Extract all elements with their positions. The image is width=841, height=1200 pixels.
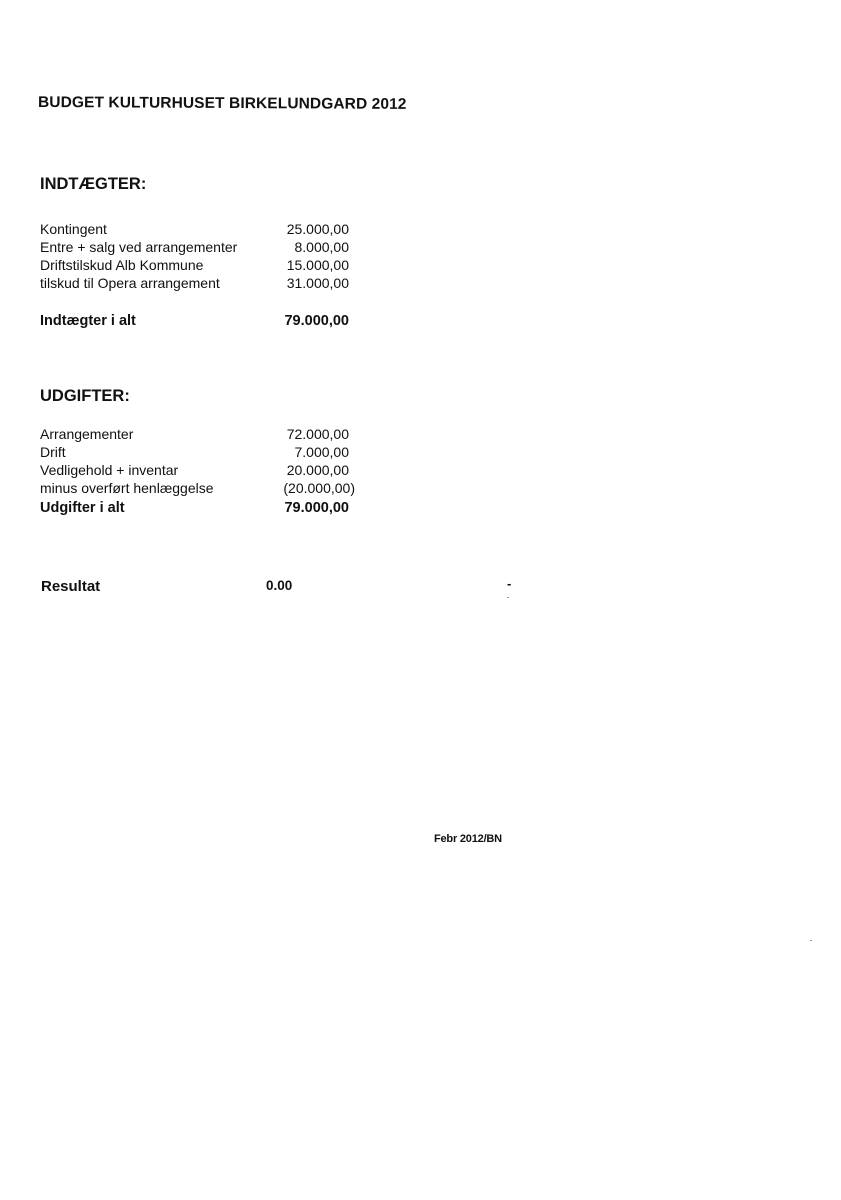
income-row [40,239,360,257]
expense-row-amount: 72.000,00 [286,426,349,442]
expense-row [40,426,360,444]
expenses-total-label: Udgifter i alt [40,500,125,516]
income-total-amount: 79.000,00 [284,313,349,329]
footer-note: Febr 2012/BN [434,833,502,845]
expense-row [40,480,360,498]
income-row-label: Entre + salg ved arrangementer [40,239,238,255]
income-row-amount: 15.000,00 [286,257,349,273]
income-row-label: Driftstilskud Alb Kommune [40,257,204,273]
expense-row-label: Arrangementer [40,426,134,442]
expense-row [40,444,360,462]
expense-row-label: Vedligehold + inventar [40,462,179,478]
expense-row-amount: (20.000,00) [283,480,355,496]
income-row [40,275,360,293]
income-row-label: tilskud til Opera arrangement [40,275,220,291]
scan-speck [507,597,509,598]
income-row [40,221,360,239]
expenses-total-amount: 79.000,00 [284,500,349,516]
expense-row-label: minus overført henlæggelse [40,480,214,496]
result-dash-mark: - [507,576,512,591]
income-row-amount: 25.000,00 [286,221,349,237]
income-row-label: Kontingent [40,221,107,237]
income-row-amount: 31.000,00 [286,275,349,291]
income-total-row [40,313,360,333]
expenses-total-row [40,500,360,520]
income-heading: INDTÆGTER: [40,175,147,193]
expense-row-amount: 20.000,00 [286,462,349,478]
result-label: Resultat [41,578,101,595]
document-title: BUDGET KULTURHUSET BIRKELUNDGARD 2012 [37,94,407,113]
income-row [40,257,360,275]
expenses-heading: UDGIFTER: [40,387,130,405]
expense-row-amount: 7.000,00 [294,444,349,460]
expense-row-label: Drift [40,444,66,460]
scan-speck [810,940,812,941]
income-list [40,221,360,293]
result-value: 0.00 [266,578,293,593]
expenses-list [40,426,360,498]
income-row-amount: 8.000,00 [294,239,349,255]
expense-row [40,462,360,480]
income-total-label: Indtægter i alt [40,313,136,329]
